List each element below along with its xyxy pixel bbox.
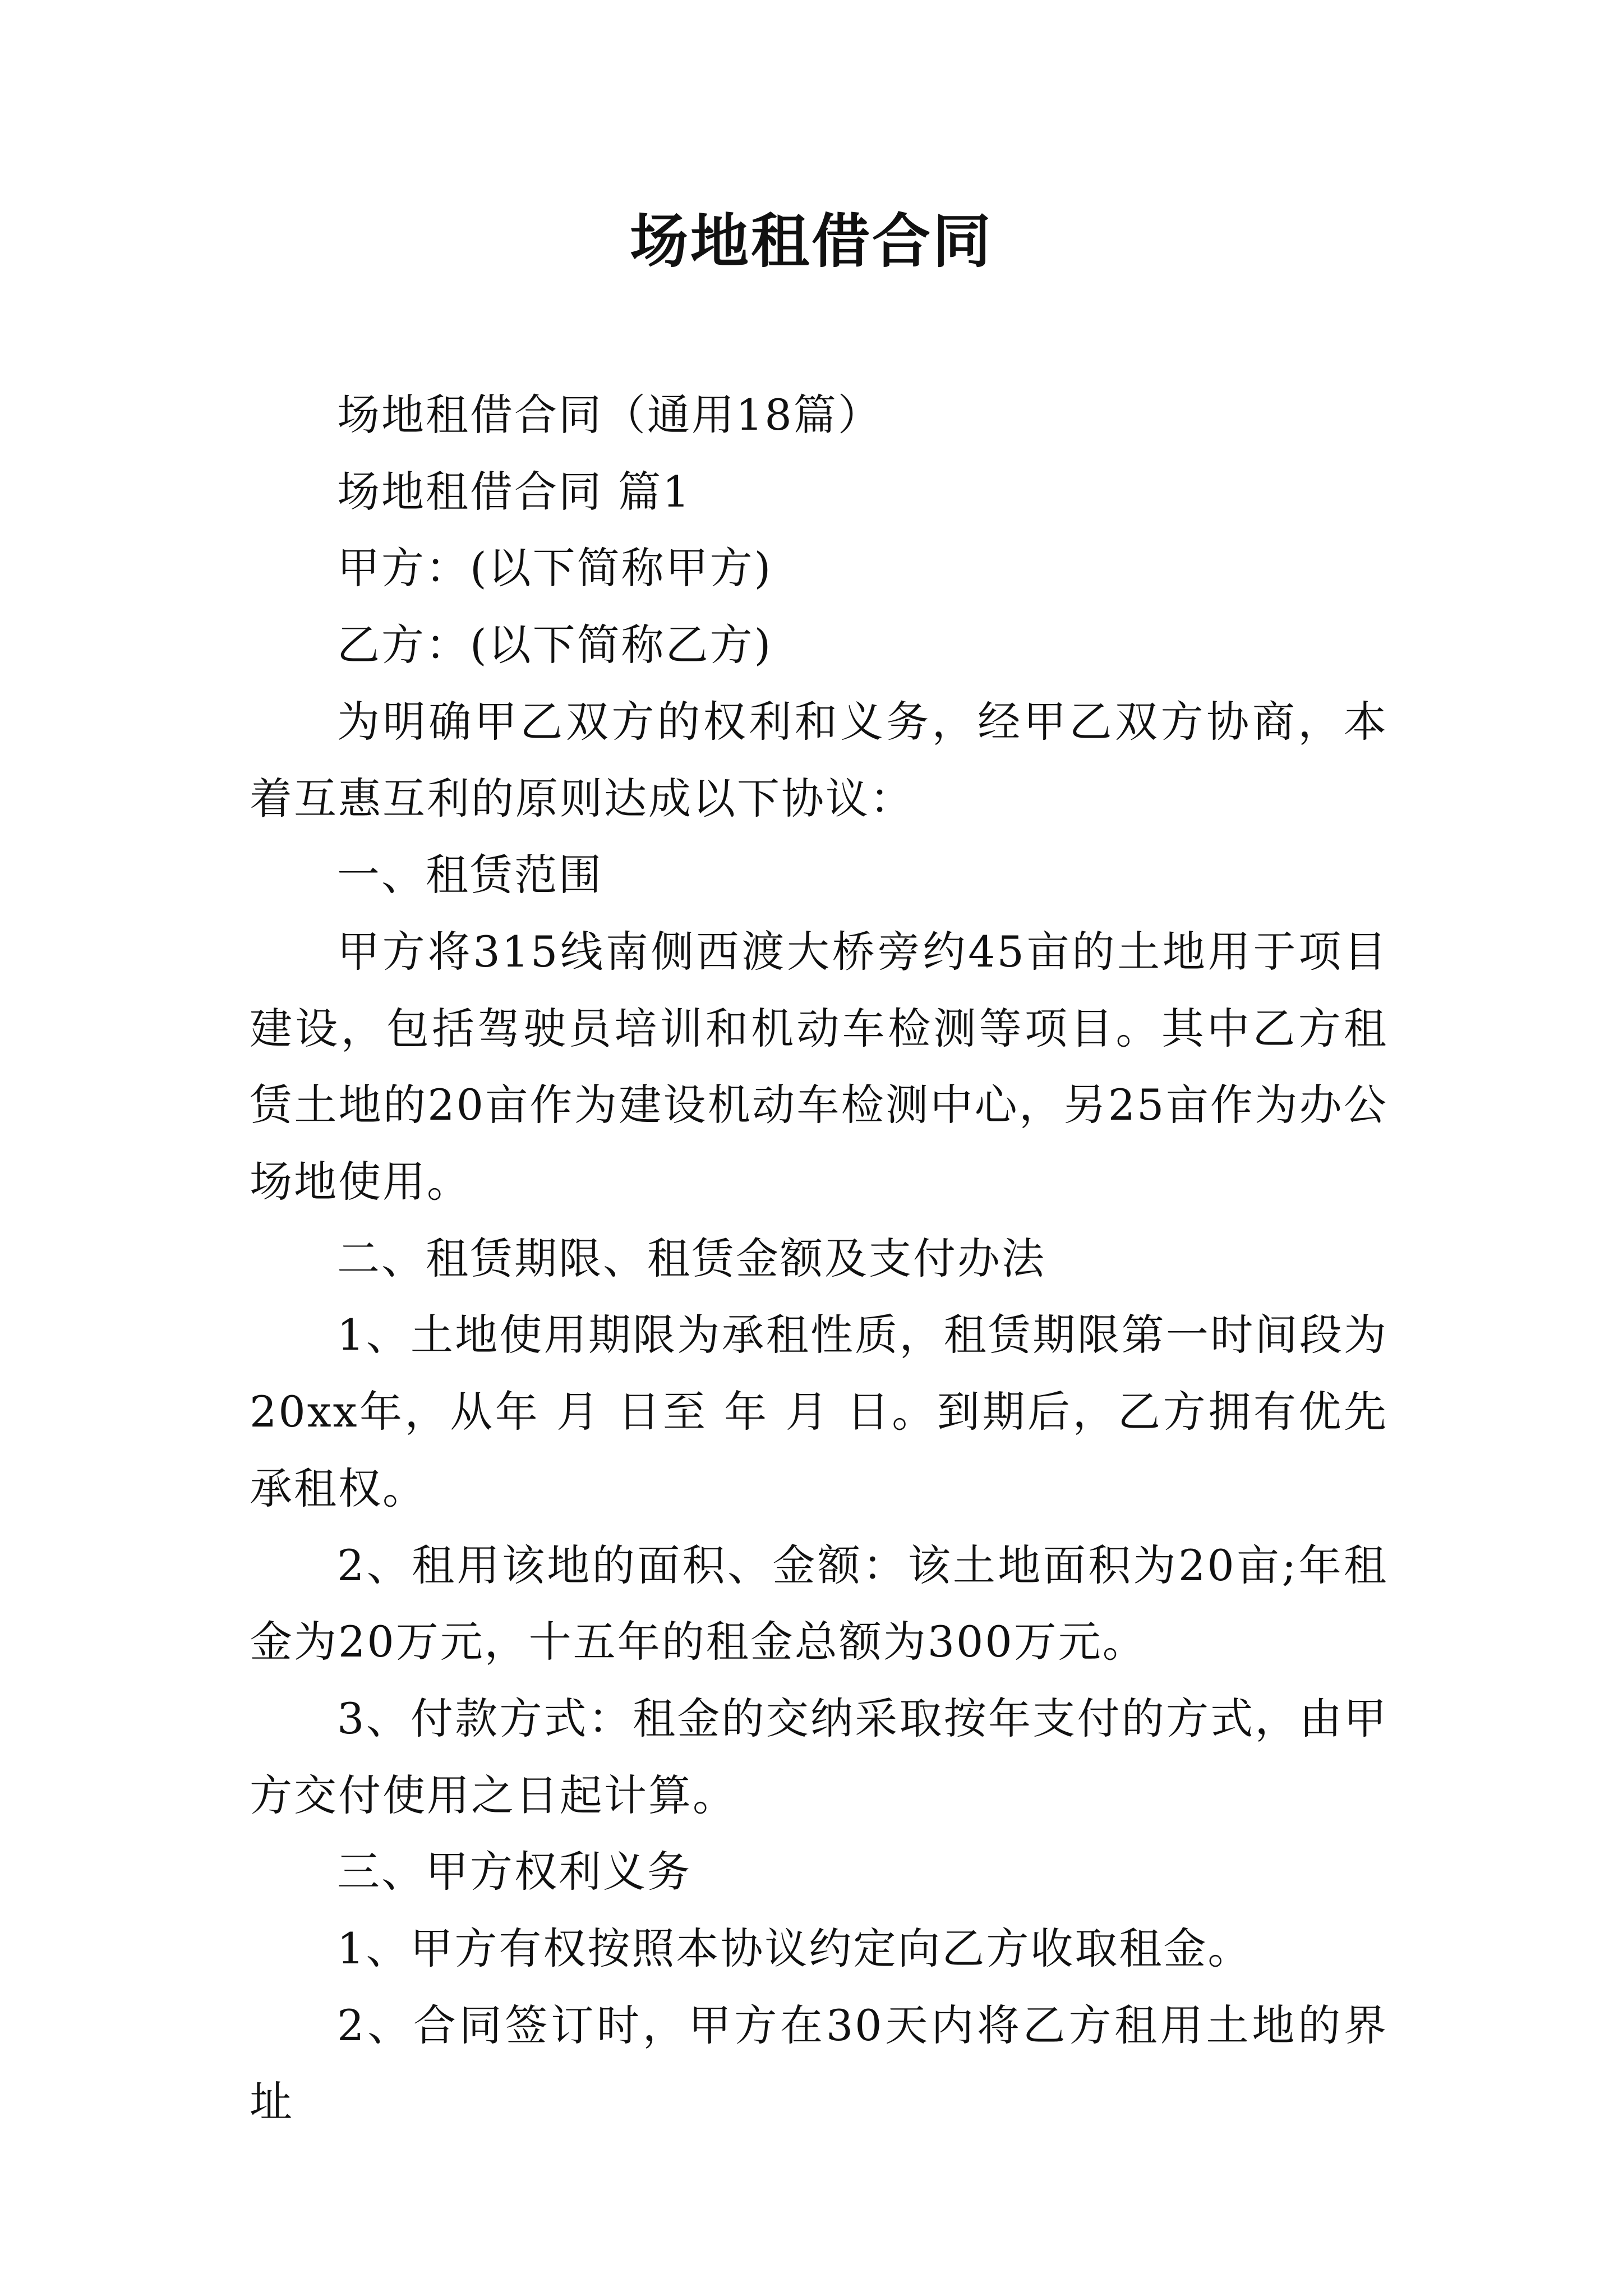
heading-lease-scope: 一、租赁范围: [337, 850, 603, 900]
paragraph-party-a: 甲方：(以下简称甲方): [337, 543, 773, 593]
document-title: 场地租借合同: [629, 206, 993, 275]
heading-party-a-rights: 三、甲方权利义务: [337, 1847, 691, 1897]
heading-lease-term: 二、租赁期限、租赁金额及支付办法: [337, 1233, 1046, 1283]
paragraph-party-b: 乙方：(以下简称乙方): [337, 620, 773, 670]
document-body: [250, 377, 1388, 2141]
paragraph-lease-scope: 甲方将315线南侧西渡大桥旁约45亩的土地用于项目建设，包括驾驶员培训和机动车检测等项目。其中乙方租赁土地的20亩作为建设机动车检测中心，另25亩作为办公场地使用。: [250, 926, 1388, 1207]
paragraph-term-2: 2、租用该地的面积、金额：该土地面积为20亩;年租金为20万元，十五年的租金总额为300万元。: [250, 1540, 1388, 1667]
paragraph-section-heading: 场地租借合同 篇1: [337, 466, 691, 517]
paragraph-term-3: 3、付款方式：租金的交纳采取按年支付的方式，由甲方交付使用之日起计算。: [250, 1693, 1388, 1820]
paragraph-term-1: 1、土地使用期限为承租性质，租赁期限第一时间段为20xx年，从年 月 日至 年 月 日。到期后，乙方拥有优先承租权。: [250, 1310, 1388, 1513]
paragraph-preamble: 为明确甲乙双方的权利和义务，经甲乙双方协商，本着互惠互利的原则达成以下协议：: [250, 696, 1388, 823]
paragraph-subtitle: 场地租借合同（通用18篇）: [337, 390, 882, 440]
paragraph-rights-1: 1、甲方有权按照本协议约定向乙方收取租金。: [337, 1924, 1252, 1974]
paragraph-rights-2: 2、合同签订时，甲方在30天内将乙方租用土地的界址: [250, 2000, 1388, 2127]
